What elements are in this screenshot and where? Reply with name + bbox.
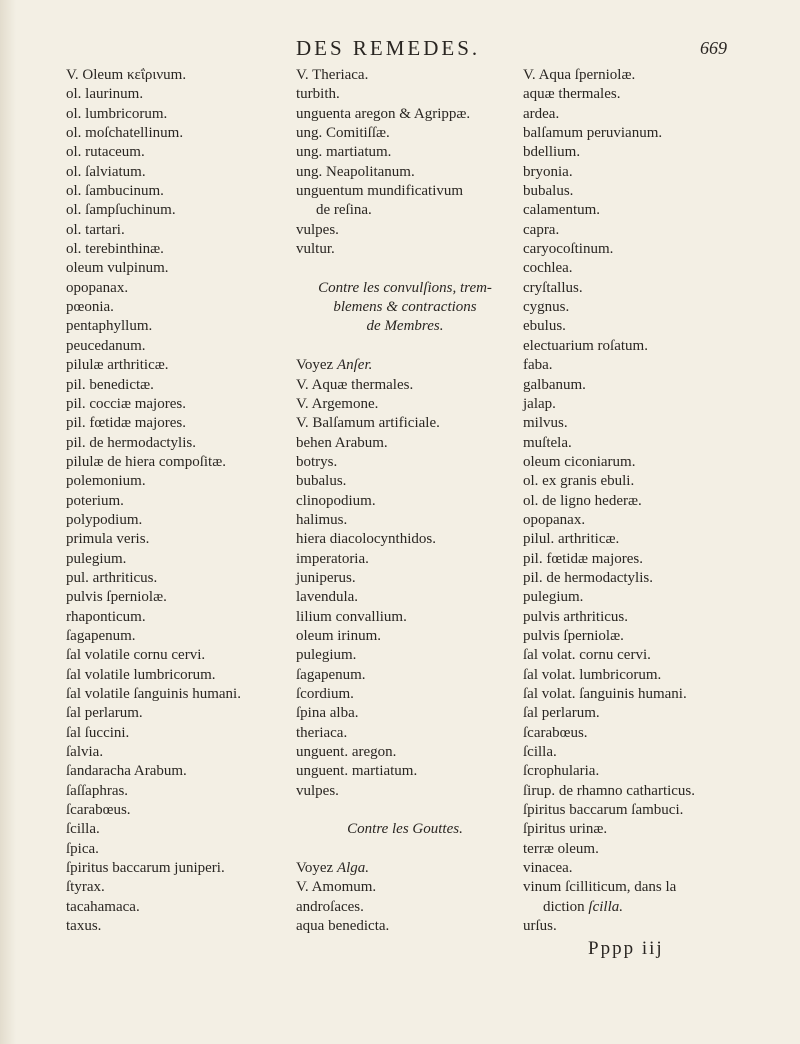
list-item: V. Amomum. <box>296 879 377 896</box>
list-item: caryocoſtinum. <box>523 241 614 258</box>
list-item: ſal volat. lumbricorum. <box>523 666 662 683</box>
list-item: lilium convallium. <box>296 608 407 625</box>
list-item: polemonium. <box>66 473 146 490</box>
wrap-italic: ſcilla. <box>588 898 623 915</box>
list-item: pil. benedictæ. <box>66 376 154 393</box>
list-item: juniperus. <box>296 569 356 586</box>
list-item: vinum ſcilliticum, dans la <box>523 879 677 896</box>
list-item: androſaces. <box>296 898 364 915</box>
heading-line: Contre les convulſions, trem- <box>318 279 492 296</box>
list-item: oleum vulpinum. <box>66 260 169 277</box>
running-head: DES REMEDES. <box>296 36 481 60</box>
voyez-target: Anſer. <box>336 357 373 374</box>
list-item: poterium. <box>66 492 124 509</box>
section-heading-convulsions <box>296 279 514 337</box>
list-item: ſpiritus baccarum juniperi. <box>66 860 225 877</box>
list-item: clinopodium. <box>296 492 376 509</box>
list-item: cochlea. <box>523 260 573 277</box>
list-item: cygnus. <box>523 299 570 316</box>
voyez-target: Alga. <box>336 860 370 877</box>
list-item: halimus. <box>296 511 348 528</box>
list-item: ol. terebinthinæ. <box>66 241 164 258</box>
list-item: ol. laurinum. <box>66 86 144 103</box>
list-item: lavendula. <box>296 589 359 606</box>
list-item: V. Argemone. <box>296 395 379 412</box>
column-1 <box>66 66 286 936</box>
list-item: pil. fœtidæ majores. <box>66 415 186 432</box>
list-item: ſandaracha Arabum. <box>66 763 187 780</box>
list-item: aqua benedicta. <box>296 918 390 935</box>
list-item: opopanax. <box>523 511 586 528</box>
list-item: pœonia. <box>66 299 114 316</box>
list-item: ſpiritus urinæ. <box>523 821 608 838</box>
list-item: aquæ thermales. <box>523 86 621 103</box>
list-item: V. Balſamum artificiale. <box>296 415 440 432</box>
list-item: jalap. <box>523 395 556 412</box>
list-item: ol. ſalviatum. <box>66 163 146 180</box>
column-3 <box>523 66 741 936</box>
list-item: opopanax. <box>66 279 129 296</box>
list-item <box>523 898 741 917</box>
wrap-text: diction <box>543 898 585 915</box>
list-item: balſamum peruvianum. <box>523 125 663 142</box>
list-item: ung. Comitiſſæ. <box>296 125 390 142</box>
heading-line: de Membres. <box>366 318 444 335</box>
list-item: theriaca. <box>296 724 348 741</box>
list-item: ſagapenum. <box>296 666 366 683</box>
list-item: V. Oleum κεΐρινum. <box>66 67 187 83</box>
list-item: pilulæ de hiera compoſitæ. <box>66 453 226 470</box>
list-item: unguent. aregon. <box>296 744 397 761</box>
list-item: ſpina alba. <box>296 705 359 722</box>
list-item: ſal volatile cornu cervi. <box>66 647 206 664</box>
page-number: 669 <box>700 38 727 58</box>
list-item: pul. arthriticus. <box>66 569 158 586</box>
section-heading-gouttes: Contre les Gouttes. <box>347 821 463 838</box>
list-item: tacahamaca. <box>66 898 140 915</box>
list-item: vinacea. <box>523 860 573 877</box>
list-item: ſal volatile lumbricorum. <box>66 666 216 683</box>
list-item: ung. martiatum. <box>296 144 392 161</box>
list-item: V. Aqua ſperniolæ. <box>523 67 636 83</box>
list-item: ol. moſchatellinum. <box>66 125 184 142</box>
list-item: V. Theriaca. <box>296 67 369 83</box>
list-item: calamentum. <box>523 202 601 219</box>
list-item: imperatoria. <box>296 550 369 567</box>
column-2 <box>296 66 514 936</box>
list-item: ol. tartari. <box>66 221 125 238</box>
list-item: ſal volatile ſanguinis humani. <box>66 686 241 702</box>
list-item: terræ oleum. <box>523 840 599 857</box>
list-item: ſpica. <box>66 840 99 857</box>
list-item: unguentum mundificativum <box>296 183 464 200</box>
list-item: hiera diacolocynthidos. <box>296 531 436 548</box>
list-item: muſtela. <box>523 434 572 451</box>
cross-reference <box>296 356 514 375</box>
voyez-label: Voyez <box>296 357 334 374</box>
list-item: ſtyrax. <box>66 879 105 896</box>
list-item: ol. lumbricorum. <box>66 105 168 122</box>
list-item: pil. de hermodactylis. <box>523 569 653 586</box>
list-item: ardea. <box>523 105 560 122</box>
list-item: ſcilla. <box>523 744 557 761</box>
list-item: vulpes. <box>296 221 339 238</box>
list-item: primula veris. <box>66 531 150 548</box>
list-item: ſalvia. <box>66 744 104 761</box>
list-item: ol. rutaceum. <box>66 144 145 161</box>
list-item: ſal perlarum. <box>523 705 600 722</box>
list-item: unguenta aregon & Agrippæ. <box>296 105 471 122</box>
list-item: botrys. <box>296 453 338 470</box>
list-item: bubalus. <box>296 473 347 490</box>
list-item: taxus. <box>66 918 102 935</box>
voyez-label: Voyez <box>296 860 334 877</box>
list-item: pentaphyllum. <box>66 318 153 335</box>
list-item: ſal volat. cornu cervi. <box>523 647 651 664</box>
list-item: ſal perlarum. <box>66 705 143 722</box>
list-item: ſal volat. ſanguinis humani. <box>523 686 687 702</box>
list-item: ſirup. de rhamno catharticus. <box>523 782 696 799</box>
page-edge-shadow <box>0 0 16 1044</box>
list-item: pil. fœtidæ majores. <box>523 550 643 567</box>
list-item: ſcordium. <box>296 686 354 702</box>
list-item: oleum ciconiarum. <box>523 453 636 470</box>
list-item: ſcilla. <box>66 821 100 838</box>
list-item: ung. Neapolitanum. <box>296 163 415 180</box>
list-item: electuarium roſatum. <box>523 337 648 354</box>
list-item: behen Arabum. <box>296 434 388 451</box>
list-item: cryſtallus. <box>523 279 583 296</box>
list-item: ol. ſampſuchinum. <box>66 202 176 219</box>
list-item: pil. de hermodactylis. <box>66 434 196 451</box>
list-item: ſal ſuccini. <box>66 724 130 741</box>
list-item: turbith. <box>296 86 340 103</box>
list-item: vultur. <box>296 241 335 258</box>
list-item: pulvis arthriticus. <box>523 608 628 625</box>
list-item: pulegium. <box>296 647 357 664</box>
list-item: ſcrophularia. <box>523 763 600 780</box>
list-item: ſaſſaphras. <box>66 782 129 799</box>
list-item: oleum irinum. <box>296 627 381 644</box>
list-item: ſcarabœus. <box>523 724 588 741</box>
list-item: ſcarabœus. <box>66 802 131 819</box>
list-item: ol. de ligno hederæ. <box>523 492 642 509</box>
list-item: ol. ex granis ebuli. <box>523 473 635 490</box>
list-item: bdellium. <box>523 144 581 161</box>
list-item: faba. <box>523 357 553 374</box>
list-item: pulvis ſperniolæ. <box>523 627 624 644</box>
signature-mark: Pppp iij <box>588 938 664 959</box>
list-item: urſus. <box>523 918 557 935</box>
list-item: ſpiritus baccarum ſambuci. <box>523 802 684 819</box>
cross-reference <box>296 859 514 878</box>
list-item: pilulæ arthriticæ. <box>66 357 169 374</box>
list-item: pulegium. <box>66 550 127 567</box>
list-item: ol. ſambucinum. <box>66 183 164 200</box>
list-item: polypodium. <box>66 511 143 528</box>
list-item: bubalus. <box>523 183 574 200</box>
list-item: pil. cocciæ majores. <box>66 395 186 412</box>
list-item: ebulus. <box>523 318 566 335</box>
heading-line: blemens & contractions <box>333 299 477 316</box>
list-item: V. Aquæ thermales. <box>296 376 414 393</box>
list-item: ſagapenum. <box>66 627 136 644</box>
list-item: unguent. martiatum. <box>296 763 418 780</box>
list-item: bryonia. <box>523 163 573 180</box>
list-item: galbanum. <box>523 376 586 393</box>
list-item: pulvis ſperniolæ. <box>66 589 167 606</box>
list-item: capra. <box>523 221 560 238</box>
list-item: vulpes. <box>296 782 339 799</box>
list-item: rhaponticum. <box>66 608 146 625</box>
list-item: pilul. arthriticæ. <box>523 531 620 548</box>
list-item: peucedanum. <box>66 337 146 354</box>
list-item: de reſina. <box>316 202 372 219</box>
list-item: pulegium. <box>523 589 584 606</box>
list-item: milvus. <box>523 415 568 432</box>
